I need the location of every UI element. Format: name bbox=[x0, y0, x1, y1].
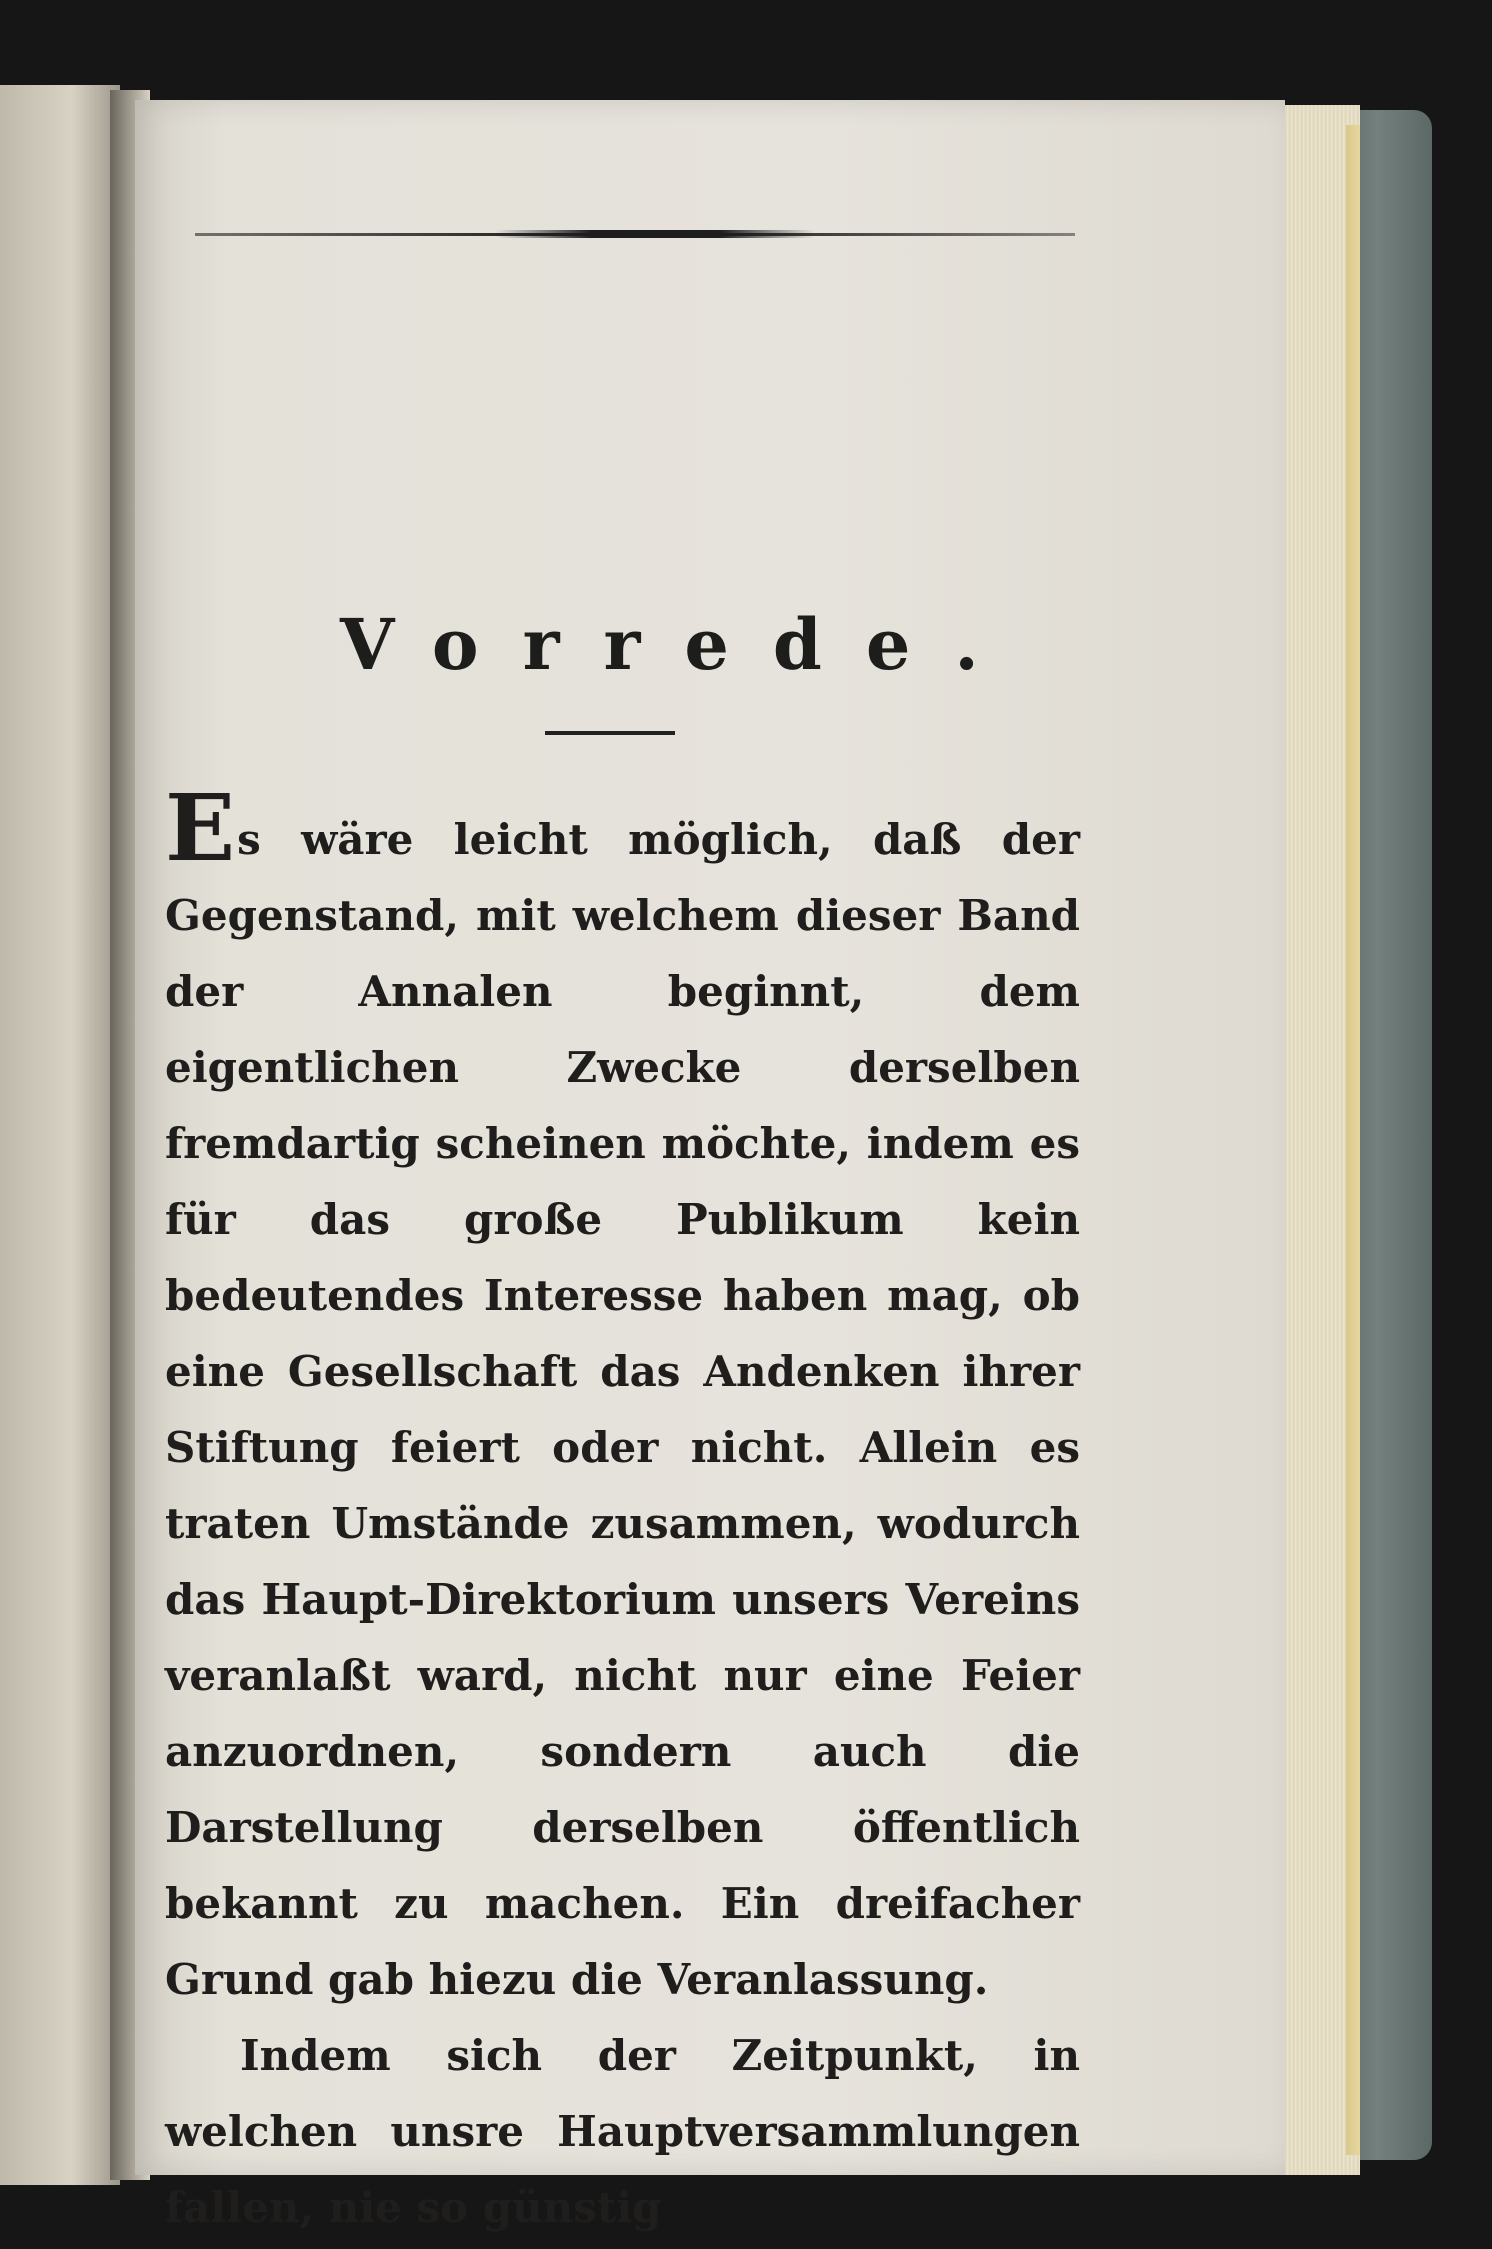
page-edges bbox=[1278, 105, 1360, 2175]
left-facing-page bbox=[0, 85, 120, 2185]
ornamental-rule bbox=[195, 233, 1075, 236]
paragraph-1-text: s wäre leicht möglich, daß der Gegenstand, mit welchem dieser Band der Annalen beginnt, dem eigentlichen Zwecke derselben fremdartig scheinen möchte, indem es für das große Publikum kein bedeutendes Interesse haben mag, ob eine Gesellschaft das Andenken ihrer Stiftung feiert oder nicht. Allein es traten Umstände zusammen, wodurch das Haupt-Direktorium unsers Vereins veranlaßt ward, nicht nur eine Feier anzuordnen, sondern auch die Darstellung derselben öffentlich bekannt zu machen. Ein dreifacher Grund gab hiezu die Veranlassung. bbox=[165, 815, 1080, 2004]
body-text bbox=[165, 774, 1080, 2246]
paragraph-2: Indem sich der Zeitpunkt, in welchen unsre Hauptversammlungen fallen, nie so günstig bbox=[165, 2031, 1080, 2232]
gilt-edge bbox=[1346, 125, 1360, 2155]
heading-underline bbox=[545, 731, 675, 735]
page-heading: Vorrede. bbox=[340, 603, 1023, 686]
paragraph-1 bbox=[165, 774, 1080, 2018]
drop-cap: E bbox=[165, 774, 236, 882]
